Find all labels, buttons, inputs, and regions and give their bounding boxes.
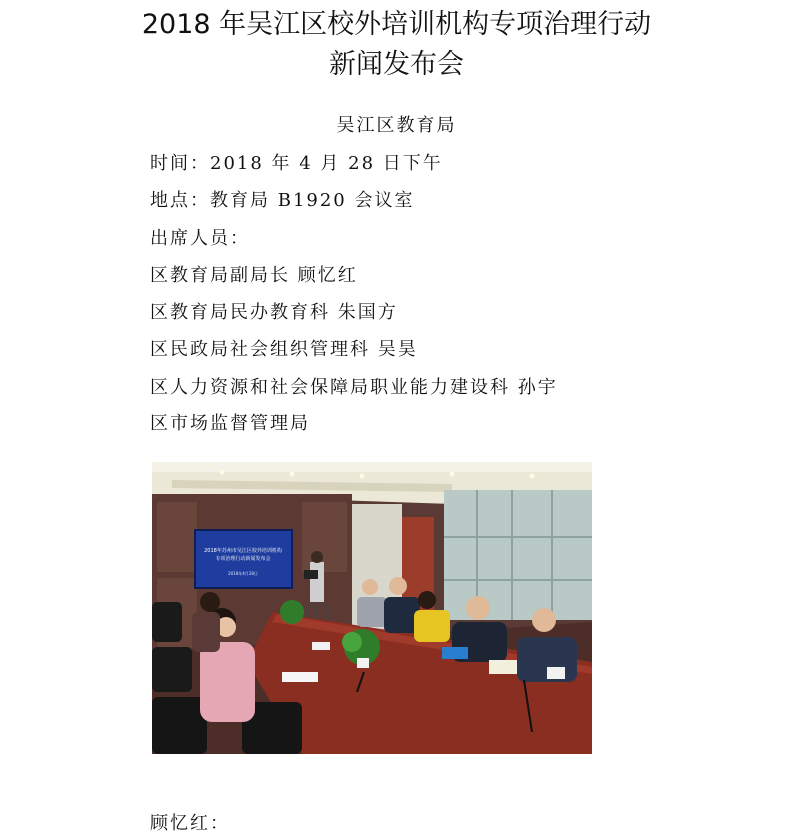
document-title-line-2: 新闻发布会 [329,49,464,80]
speaker-label: 顾忆红： [150,813,230,834]
time-line: 时间：2018 年 4 月 28 日下午 [150,153,443,174]
press-conference-photo [152,462,592,754]
attendee-item: 区人力资源和社会保障局职业能力建设科 孙宇 [150,377,558,398]
screen-title-line-1: 2018年苏州市吴江区校外培训机构 [204,548,282,554]
attendee-item: 区教育局副局长 顾忆红 [150,265,358,286]
attendee-item: 区市场监督管理局 [150,413,310,434]
organization-name: 吴江区教育局 [336,115,457,136]
attendee-item: 区民政局社会组织管理科 吴昊 [150,339,418,360]
place-line: 地点：教育局 B1920 会议室 [150,190,415,211]
attendee-item: 区教育局民办教育科 朱国方 [150,302,398,323]
attendees-label: 出席人员： [150,228,250,249]
document-title-line-1: 2018 年吴江区校外培训机构专项治理行动 [141,9,652,40]
screen-title-line-2: 专项治理行动新闻发布会 [215,556,271,562]
screen-date: 2018年4月28日 [228,571,258,576]
